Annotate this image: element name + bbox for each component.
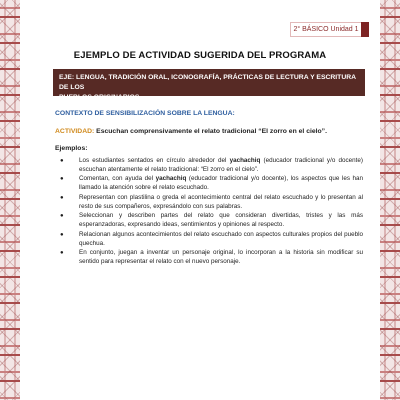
list-item-text: Seleccionan y describen partes del relato que consideran divertidas, tristes y las más esperanzadoras, expresando ideas, sentimientos y opiniones al respecto.	[79, 212, 363, 229]
list-item-text: Los estudiantes sentados en círculo alrededor del	[79, 157, 230, 164]
eje-banner	[53, 69, 365, 101]
activity-text: Escuchan comprensivamente el relato tradicional “El zorro en el cielo”.	[96, 128, 327, 135]
grade-tab-marker	[361, 22, 369, 37]
list-item	[55, 249, 363, 267]
decorative-border-left	[0, 0, 20, 400]
list-item-term: yachachiq	[229, 157, 261, 164]
list-item	[55, 157, 363, 175]
list-item	[55, 175, 363, 193]
bullet-icon: ●	[60, 213, 64, 220]
activity-label: ACTIVIDAD:	[55, 128, 95, 135]
grade-unit-badge: 2° BÁSICO Unidad 1	[290, 22, 362, 37]
bullet-icon: ●	[60, 194, 64, 201]
list-item-term: yachachiq	[155, 175, 187, 183]
context-heading: CONTEXTO DE SENSIBILIZACIÓN SOBRE LA LENGUA:	[55, 110, 235, 117]
examples-label: Ejemplos:	[55, 145, 88, 152]
list-item-text: Relacionan algunos acontecimientos del relato escuchado con aspectos culturales propios del pueblo quechua.	[79, 230, 363, 247]
bullet-icon: ●	[60, 158, 64, 164]
bullet-icon: ●	[60, 231, 64, 238]
list-item-text: (educador tradicional y/o docente) escuchan atentamente el relato tradicional: “El zorro en el cielo”.	[79, 157, 363, 173]
list-item	[55, 231, 363, 249]
decorative-border-right	[380, 0, 400, 400]
eje-line-1: EJE: LENGUA, TRADICIÓN ORAL, ICONOGRAFÍA, PRÁCTICAS DE LECTURA Y ESCRITURA DE LOS	[59, 74, 356, 91]
list-item-text: (educador tradicional y/o docente), los aspectos que les han llamado la atención sobre el relato escuchado.	[79, 175, 363, 192]
list-item-text: Comentan, con ayuda del	[79, 175, 156, 183]
page-title: EJEMPLO DE ACTIVIDAD SUGERIDA DEL PROGRAMA	[73, 50, 327, 61]
eje-line-2: PUEBLOS ORIGINARIOS.	[59, 94, 142, 101]
list-item	[55, 212, 363, 230]
examples-list	[55, 157, 363, 267]
bullet-icon: ●	[60, 176, 64, 183]
bullet-icon: ●	[60, 250, 64, 257]
list-item-text: Representan con plastilina o greda el acontecimiento central del relato escuchado y lo presentan al resto de sus compañeros, expresándolo con sus palabras.	[79, 193, 363, 210]
list-item	[55, 194, 363, 212]
activity-line	[55, 128, 365, 135]
list-item-text: En conjunto, juegan a inventar un personaje original, lo incorporan a la historia sin modificar su sentido para representar el relato con el nuevo personaje.	[79, 249, 363, 265]
